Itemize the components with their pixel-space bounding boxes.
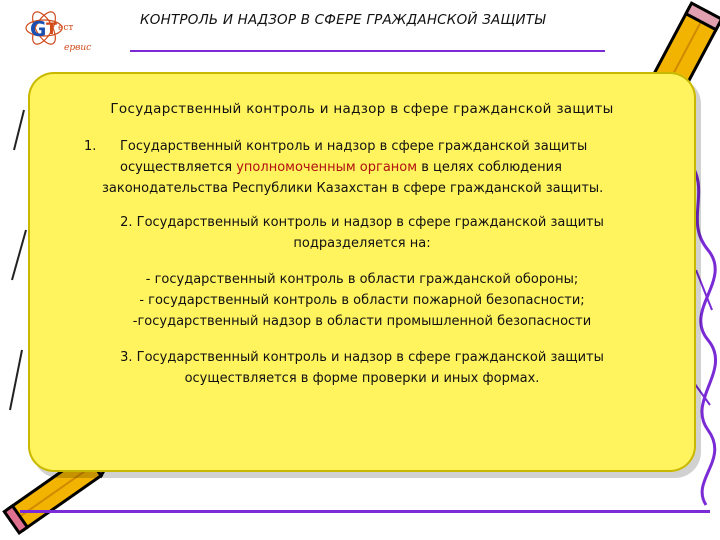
svg-text:ест: ест — [58, 23, 74, 33]
paragraph-3-line: 3. Государственный контроль и надзор в сфере гражданской защиты — [120, 350, 604, 365]
card-heading: Государственный контроль и надзор в сфере гражданской защиты — [110, 101, 614, 117]
text-span: осуществляется — [120, 160, 237, 175]
text-span: в целях соблюдения — [417, 160, 562, 175]
paragraph-line: законодательства Республики Казахстан в сфере гражданской защиты. — [102, 181, 604, 196]
svg-text:ервис: ервис — [64, 43, 92, 53]
paragraph-3-line: осуществляется в форме проверки и иных формах. — [184, 371, 540, 386]
paragraph-line — [120, 157, 562, 178]
highlighted-term: уполномоченным органом — [236, 160, 418, 175]
footer-divider — [20, 510, 710, 513]
test-service-logo — [20, 4, 120, 54]
paragraph-2-line: подразделяется на: — [293, 236, 431, 251]
list-item: - государственный контроль в области гражданской обороны; — [145, 272, 579, 287]
svg-text:G: G — [30, 17, 47, 41]
content-card — [28, 72, 696, 472]
paragraph-line: Государственный контроль и надзор в сфере гражданской защиты — [120, 139, 588, 154]
paragraph-2-line: 2. Государственный контроль и надзор в сфере гражданской защиты — [120, 215, 604, 230]
item-number: 1. — [84, 139, 97, 154]
svg-text:T: T — [46, 19, 57, 38]
list-item: - государственный контроль в области пожарной безопасности; — [139, 293, 585, 308]
list-item: -государственный надзор в области промышленной безопасности — [132, 314, 592, 329]
page-title: КОНТРОЛЬ И НАДЗОР В СФЕРЕ ГРАЖДАНСКОЙ ЗАЩИТЫ — [140, 12, 546, 28]
header-divider — [130, 50, 605, 52]
